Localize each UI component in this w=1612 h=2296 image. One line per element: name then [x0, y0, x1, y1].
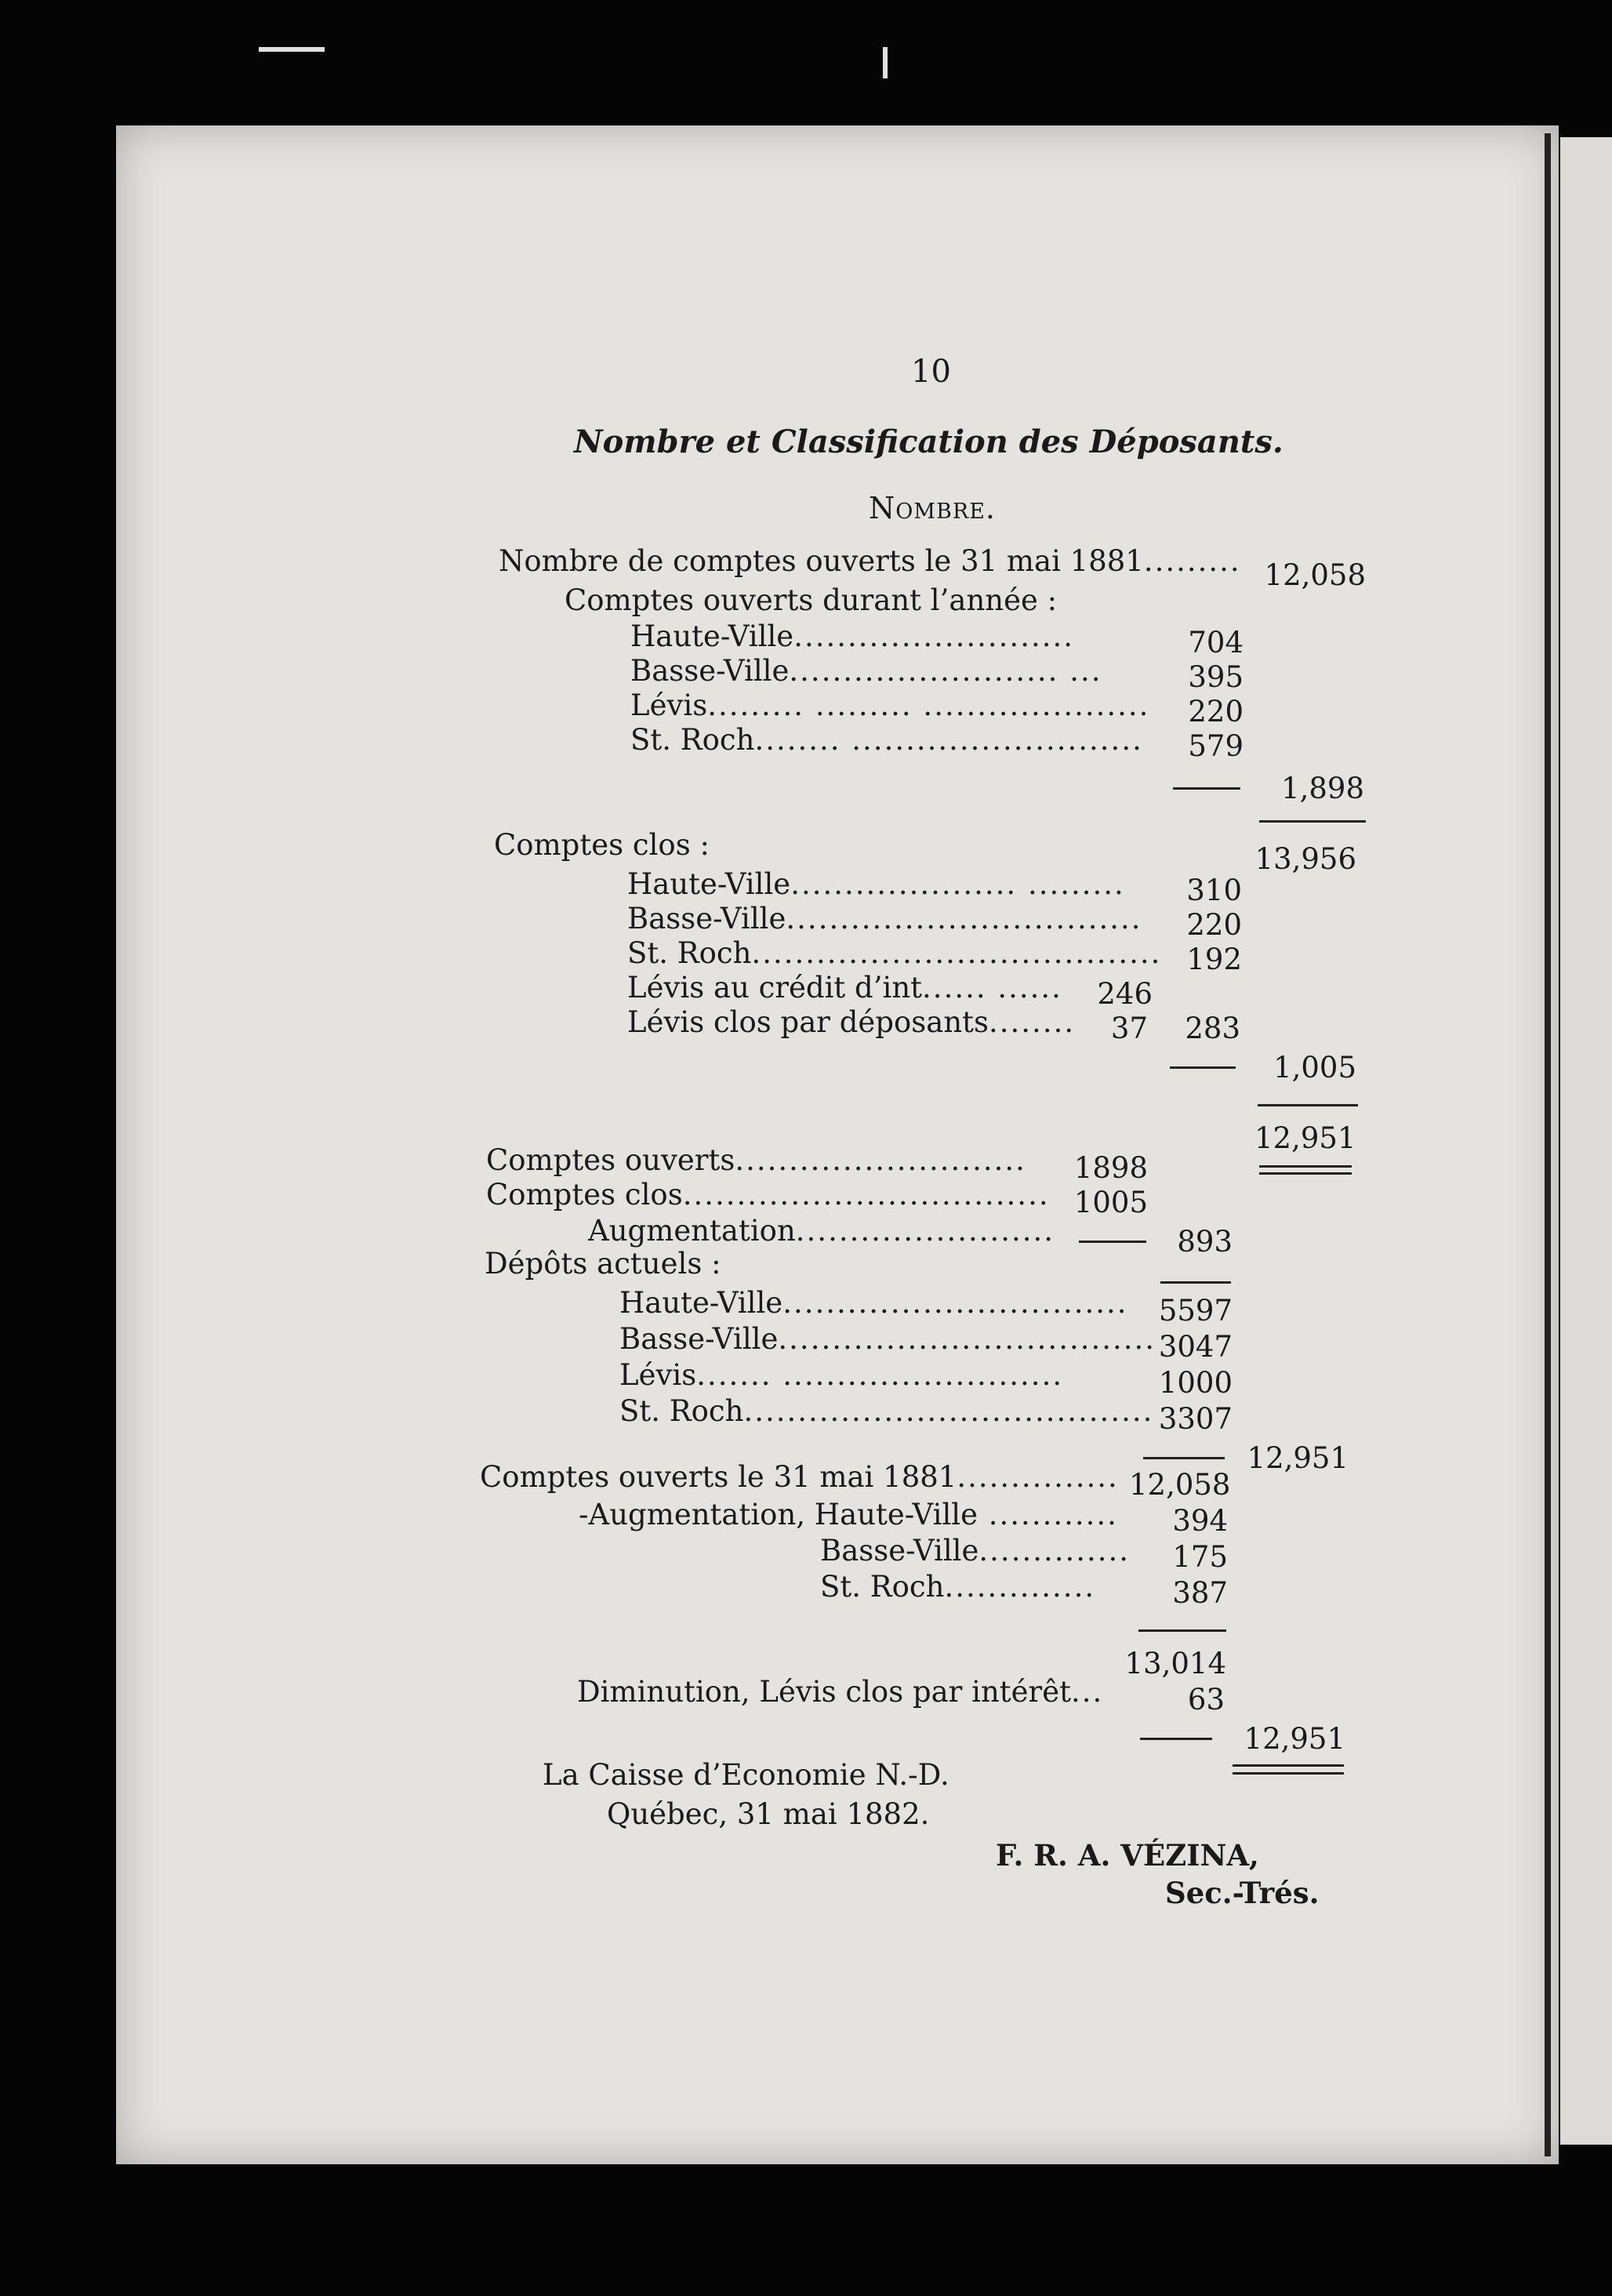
levis-clos-label: Lévis clos par déposants........ [627, 1005, 1076, 1039]
page-edge [1545, 133, 1551, 2156]
s3-opening-value: 12,058 [1129, 1468, 1231, 1502]
institution-name: La Caisse d’Economie N.-D. [543, 1758, 949, 1792]
deposit-row-value: 5597 [1158, 1294, 1233, 1328]
signatory-name: F. R. A. VÉZINA, [996, 1838, 1259, 1873]
sum-rule [1170, 1066, 1236, 1069]
deposits-total-value: 12,951 [1247, 1441, 1349, 1475]
opened-row-label: Basse-Ville......................... ... [630, 654, 1102, 688]
opening-count-value: 12,058 [1264, 558, 1366, 592]
s2-opened-label: Comptes ouverts........................... [486, 1143, 1026, 1177]
s2-opened-value: 1898 [1073, 1151, 1148, 1185]
deposit-row-value: 1000 [1158, 1366, 1233, 1400]
deposit-row-value: 3047 [1158, 1330, 1233, 1364]
deposit-row-label: Basse-Ville................................... [619, 1322, 1156, 1356]
section-subtitle: Nombre. [869, 491, 996, 525]
opened-heading: Comptes ouverts durant l’année : [565, 583, 1058, 617]
opened-row-label: Haute-Ville.......................... [630, 619, 1074, 653]
s2-closed-value: 1005 [1073, 1186, 1148, 1219]
s3-opening-label: Comptes ouverts le 31 mai 1881............... [480, 1460, 1119, 1494]
deposit-row-label: St. Roch...................................... [619, 1394, 1154, 1428]
s3-decrease-label: Diminution, Lévis clos par intérêt... [577, 1675, 1104, 1709]
page-title: Nombre et Classification des Déposants. [574, 423, 1283, 460]
double-rule [1233, 1772, 1344, 1775]
opened-row-label: Lévis......... ......... ..................... [630, 688, 1150, 722]
closed-row-label: Basse-Ville................................. [627, 902, 1142, 935]
s2-increase-value: 893 [1177, 1225, 1233, 1259]
closed-row-label: St. Roch...................................... [627, 936, 1162, 970]
sum-rule [1160, 1281, 1231, 1284]
s3-increase-sr-value: 387 [1172, 1576, 1228, 1610]
deposit-row-value: 3307 [1158, 1402, 1233, 1436]
opened-row-label: St. Roch........ ........................... [630, 723, 1143, 757]
page-number: 10 [911, 354, 951, 390]
levis-clos-sum: 283 [1185, 1012, 1240, 1045]
scan-mark [883, 47, 888, 78]
sum-rule [1138, 1629, 1226, 1632]
deposits-heading: Dépôts actuels : [485, 1247, 721, 1281]
s2-increase-label: Augmentation........................ [588, 1214, 1055, 1248]
adjacent-page [1560, 137, 1612, 2145]
s3-increase-sr-label: St. Roch.............. [820, 1570, 1096, 1604]
levis-clos-value: 37 [1110, 1012, 1148, 1045]
s3-increase-bv-value: 175 [1172, 1540, 1228, 1574]
opened-row-value: 220 [1188, 695, 1243, 728]
s3-decrease-value: 63 [1187, 1683, 1225, 1717]
net-total-value: 12,951 [1254, 1121, 1356, 1155]
levis-credit-label: Lévis au crédit d’int...... ...... [627, 971, 1062, 1004]
closed-total-value: 1,005 [1273, 1051, 1356, 1084]
closed-row-value: 310 [1186, 874, 1242, 907]
sum-rule [1258, 1104, 1358, 1106]
sum-rule [1173, 787, 1240, 790]
sum-rule [1143, 1457, 1225, 1459]
opening-count-label: Nombre de comptes ouverts le 31 mai 1881......... [499, 544, 1241, 578]
s3-subtotal-value: 13,014 [1124, 1647, 1226, 1680]
sum-rule [1259, 820, 1366, 823]
double-rule [1259, 1165, 1352, 1168]
sum-rule [1079, 1241, 1146, 1243]
opened-total-value: 1,898 [1281, 772, 1364, 805]
s3-increase-hv-label: -Augmentation, Haute-Ville ............ [579, 1498, 1118, 1531]
closed-row-value: 192 [1186, 943, 1242, 976]
scan-mark [259, 47, 325, 52]
levis-credit-value: 246 [1097, 977, 1153, 1011]
s2-closed-label: Comptes clos.................................. [486, 1178, 1050, 1212]
s3-final-total-value: 12,951 [1243, 1722, 1345, 1756]
deposit-row-label: Haute-Ville................................ [619, 1286, 1128, 1320]
closed-row-value: 220 [1186, 908, 1242, 942]
place-date: Québec, 31 mai 1882. [607, 1797, 930, 1831]
s3-increase-hv-value: 394 [1172, 1504, 1228, 1538]
double-rule [1259, 1172, 1352, 1175]
closed-row-label: Haute-Ville..................... ......... [627, 867, 1125, 901]
sum-rule [1140, 1738, 1212, 1740]
s3-increase-bv-label: Basse-Ville.............. [820, 1534, 1131, 1568]
closed-heading: Comptes clos : [494, 828, 710, 862]
running-total-value: 13,956 [1254, 842, 1356, 876]
opened-row-value: 395 [1188, 660, 1243, 694]
signatory-title: Sec.-Trés. [1165, 1876, 1320, 1910]
opened-row-value: 579 [1188, 729, 1243, 763]
opened-row-value: 704 [1188, 626, 1243, 659]
deposit-row-label: Lévis....... .......................... [619, 1358, 1064, 1392]
double-rule [1233, 1764, 1344, 1767]
